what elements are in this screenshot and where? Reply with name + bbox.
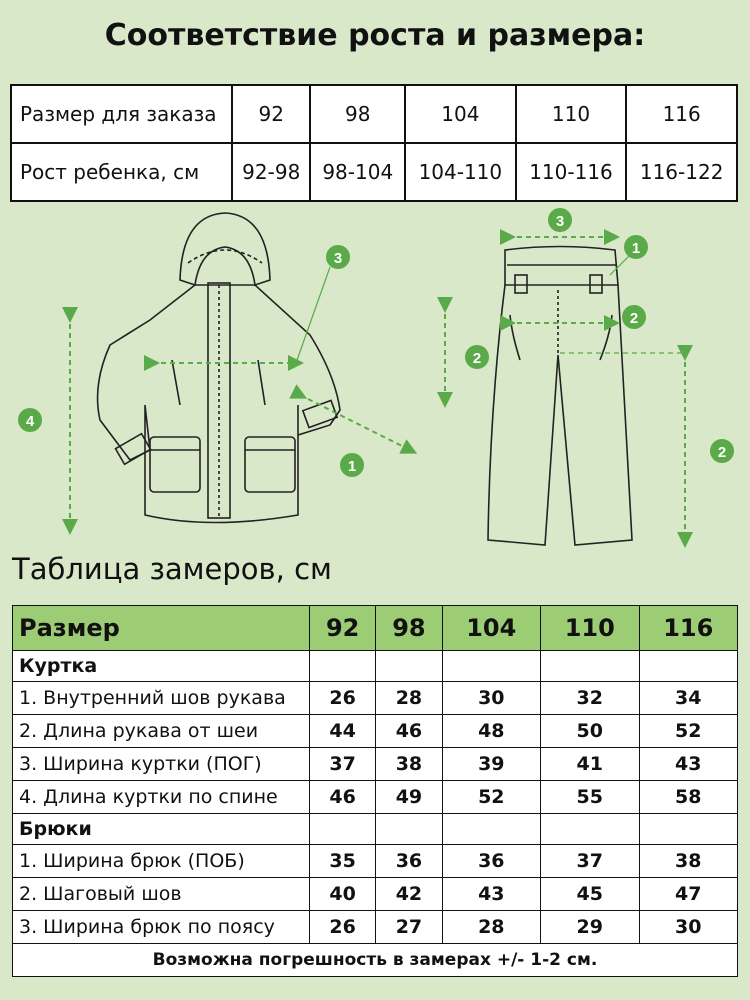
table-cell: 29 xyxy=(541,911,639,944)
table-cell: 42 xyxy=(376,878,442,911)
table-cell: 40 xyxy=(310,878,376,911)
pants-marker-2-waist xyxy=(622,305,646,329)
table-cell: 45 xyxy=(541,878,639,911)
table-cell: 50 xyxy=(541,715,639,748)
table-cell: 116-122 xyxy=(626,143,737,201)
pants-marker-3 xyxy=(548,208,572,232)
table-row xyxy=(11,85,737,143)
table-row xyxy=(11,143,737,201)
row-label: 3. Ширина куртки (ПОГ) xyxy=(13,748,310,781)
jacket-marker-3 xyxy=(326,245,350,269)
table-row xyxy=(13,911,738,944)
table-cell: 44 xyxy=(310,715,376,748)
table-cell: 37 xyxy=(310,748,376,781)
table-cell: 30 xyxy=(639,911,738,944)
table-cell: 37 xyxy=(541,845,639,878)
table-cell: 116 xyxy=(626,85,737,143)
note-row xyxy=(13,944,738,977)
table-cell: 36 xyxy=(376,845,442,878)
pants-marker-2-inseam xyxy=(710,439,734,463)
header-label: Размер xyxy=(13,606,310,651)
header-cell: 92 xyxy=(310,606,376,651)
table-cell: 26 xyxy=(310,911,376,944)
table-cell: 32 xyxy=(541,682,639,715)
table-cell: 27 xyxy=(376,911,442,944)
pants-measure-lines xyxy=(508,237,685,540)
table-row xyxy=(13,845,738,878)
header-cell: 116 xyxy=(639,606,738,651)
jacket-drawing xyxy=(98,213,343,523)
row-label: 2. Длина рукава от шеи xyxy=(13,715,310,748)
measure-title: Таблица замеров, см xyxy=(12,552,332,586)
table-cell: 110-116 xyxy=(516,143,627,201)
section-label: Брюки xyxy=(13,814,310,845)
svg-text:1: 1 xyxy=(347,458,357,475)
table-cell: 30 xyxy=(442,682,540,715)
pants-marker-1 xyxy=(624,235,648,259)
table-cell: 98-104 xyxy=(310,143,405,201)
measurement-table xyxy=(12,605,738,977)
table-row xyxy=(13,781,738,814)
table-cell: 52 xyxy=(639,715,738,748)
measurement-diagram xyxy=(0,205,750,550)
jacket-marker-4 xyxy=(18,408,42,432)
jacket-marker-1 xyxy=(340,453,364,477)
table-cell: 26 xyxy=(310,682,376,715)
section-label: Куртка xyxy=(13,651,310,682)
table-cell: 58 xyxy=(639,781,738,814)
table-cell: 46 xyxy=(376,715,442,748)
table-cell: 92-98 xyxy=(232,143,310,201)
table-row xyxy=(13,682,738,715)
row-label: 1. Внутренний шов рукава xyxy=(13,682,310,715)
table-cell: 35 xyxy=(310,845,376,878)
table-cell: 55 xyxy=(541,781,639,814)
svg-text:4: 4 xyxy=(25,413,35,430)
table-cell: 52 xyxy=(442,781,540,814)
section-row-jacket xyxy=(13,651,738,682)
jacket-marker-2 xyxy=(465,345,489,369)
table-cell: 36 xyxy=(442,845,540,878)
table-cell: 28 xyxy=(376,682,442,715)
table-cell: 48 xyxy=(442,715,540,748)
table-cell: 43 xyxy=(442,878,540,911)
row-label: 4. Длина куртки по спине xyxy=(13,781,310,814)
svg-text:2: 2 xyxy=(472,350,482,367)
row-label: 1. Ширина брюк (ПОБ) xyxy=(13,845,310,878)
jacket-measure-lines xyxy=(70,267,445,527)
table-cell: 104-110 xyxy=(405,143,516,201)
table-row xyxy=(13,748,738,781)
table-cell: 28 xyxy=(442,911,540,944)
size-correspondence-table xyxy=(10,84,738,202)
table-row xyxy=(13,878,738,911)
table-cell: 92 xyxy=(232,85,310,143)
table-cell: 47 xyxy=(639,878,738,911)
table-cell: 41 xyxy=(541,748,639,781)
row-label: 3. Ширина брюк по поясу xyxy=(13,911,310,944)
table-cell: 46 xyxy=(310,781,376,814)
tolerance-note: Возможна погрешность в замерах +/- 1-2 см. xyxy=(13,944,738,977)
table-cell: 43 xyxy=(639,748,738,781)
page-title: Соответствие роста и размера: xyxy=(104,18,646,53)
header-cell: 110 xyxy=(541,606,639,651)
table-cell: 104 xyxy=(405,85,516,143)
header-cell: 104 xyxy=(442,606,540,651)
table-cell: 39 xyxy=(442,748,540,781)
row-label: Размер для заказа xyxy=(11,85,232,143)
svg-text:1: 1 xyxy=(631,240,641,257)
header-cell: 98 xyxy=(376,606,442,651)
table-header-row xyxy=(13,606,738,651)
table-cell: 38 xyxy=(639,845,738,878)
row-label: Рост ребенка, см xyxy=(11,143,232,201)
table-cell: 38 xyxy=(376,748,442,781)
table-row xyxy=(13,715,738,748)
table-cell: 49 xyxy=(376,781,442,814)
table-cell: 98 xyxy=(310,85,405,143)
svg-text:2: 2 xyxy=(629,310,639,327)
svg-text:3: 3 xyxy=(555,213,565,230)
pants-drawing xyxy=(488,247,632,546)
table-cell: 110 xyxy=(516,85,627,143)
row-label: 2. Шаговый шов xyxy=(13,878,310,911)
table-cell: 34 xyxy=(639,682,738,715)
section-row-pants xyxy=(13,814,738,845)
svg-text:2: 2 xyxy=(717,444,727,461)
svg-text:3: 3 xyxy=(333,250,343,267)
